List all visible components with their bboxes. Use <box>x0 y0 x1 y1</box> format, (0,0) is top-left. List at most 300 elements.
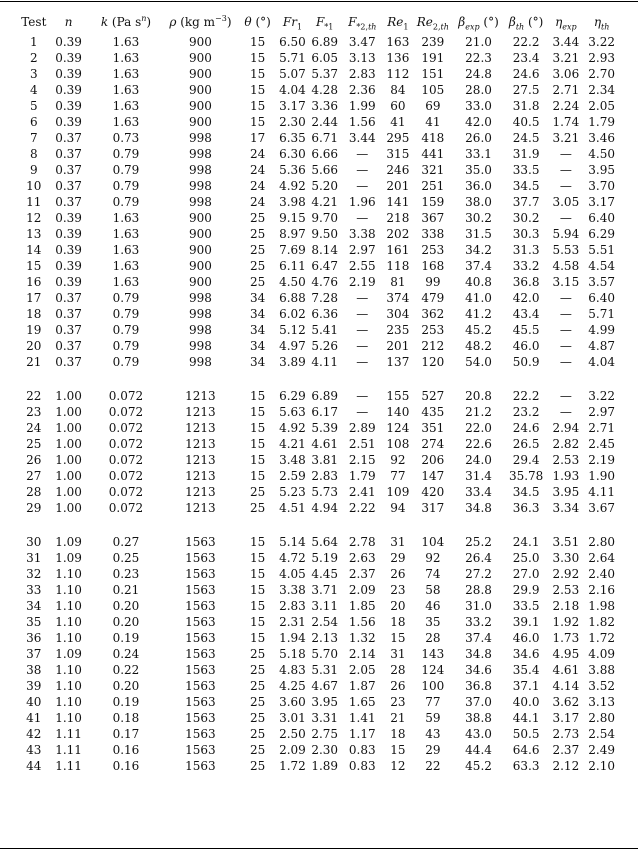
table-cell: 4.50 <box>588 147 615 161</box>
table-cell: 25 <box>249 211 266 225</box>
table-cell: 0.83 <box>348 743 376 757</box>
table-cell: 2.64 <box>588 551 615 565</box>
table-cell: 74 <box>425 567 441 581</box>
table-cell: 23 <box>390 695 406 709</box>
table-cell: 3.31 <box>311 711 339 725</box>
table-row <box>20 500 620 516</box>
table-cell: 2.73 <box>552 727 580 741</box>
table-cell: 4.92 <box>279 421 306 435</box>
table-cell: 246 <box>386 163 410 177</box>
table-cell: 6.30 <box>279 147 306 161</box>
table-cell: 0.072 <box>108 453 144 467</box>
table-cell: 155 <box>386 389 410 403</box>
table-cell: 998 <box>188 179 212 193</box>
table-cell: 4.04 <box>588 355 615 369</box>
table-cell: 4.21 <box>311 195 339 209</box>
table-cell: 22 <box>26 389 42 403</box>
table-cell: 3.44 <box>348 131 376 145</box>
table-cell: 6.05 <box>311 51 339 65</box>
table-cell: 48.2 <box>465 339 492 353</box>
table-cell: 0.39 <box>55 83 82 97</box>
table-cell: 42.0 <box>512 291 540 305</box>
table-cell: 900 <box>188 275 212 289</box>
table-cell: — <box>356 339 369 353</box>
table-cell: 1.41 <box>348 711 376 725</box>
table-cell: 2.53 <box>552 453 580 467</box>
table-cell: 4.76 <box>311 275 339 289</box>
table-cell: 45.2 <box>465 759 492 773</box>
table-cell: 5 <box>30 99 38 113</box>
table-cell: 4.95 <box>552 647 580 661</box>
table-cell: 58 <box>425 583 441 597</box>
table-cell: 108 <box>386 437 410 451</box>
table-cell: 1563 <box>185 615 216 629</box>
table-cell: 0.79 <box>112 163 140 177</box>
table-cell: 4.04 <box>279 83 306 97</box>
table-cell: 45.2 <box>465 323 492 337</box>
table-cell: 2.18 <box>552 599 580 613</box>
table-cell: 38.0 <box>465 195 492 209</box>
table-cell: 37.4 <box>465 259 492 273</box>
table-cell: 1.63 <box>112 67 140 81</box>
table-cell: 6.66 <box>311 147 339 161</box>
table-cell: 4.99 <box>588 323 615 337</box>
table-cell: 1563 <box>185 583 216 597</box>
table-cell: 1563 <box>185 663 216 677</box>
table-cell: — <box>356 291 369 305</box>
table-cell: 3.98 <box>279 195 306 209</box>
table-cell: 7.69 <box>279 243 306 257</box>
table-cell: 24.0 <box>465 453 492 467</box>
table-cell: 1.00 <box>55 405 82 419</box>
table-cell: 1563 <box>185 679 216 693</box>
table-row <box>20 114 620 130</box>
table-cell: 26.4 <box>465 551 492 565</box>
table-cell: 30.3 <box>512 227 540 241</box>
table-row <box>20 662 620 678</box>
table-cell: 31.0 <box>465 599 492 613</box>
header-fr1: $Fr_1$ <box>282 15 303 32</box>
table-cell: 0.19 <box>112 695 140 709</box>
table-cell: 1.09 <box>55 647 82 661</box>
table-cell: 15 <box>390 743 406 757</box>
table-cell: 1.11 <box>55 727 82 741</box>
table-cell: 44 <box>26 759 42 773</box>
table-cell: 1.63 <box>112 275 140 289</box>
table-cell: 24 <box>249 163 266 177</box>
table-cell: 4.61 <box>311 437 339 451</box>
table-row <box>20 484 620 500</box>
table-cell: 2.70 <box>588 67 615 81</box>
table-cell: 24.8 <box>465 67 492 81</box>
table-cell: 37.1 <box>512 679 540 693</box>
table-cell: 15 <box>249 453 266 467</box>
table-cell: 14 <box>26 243 42 257</box>
table-cell: 15 <box>249 35 266 49</box>
table-cell: 6.35 <box>279 131 306 145</box>
table-cell: 33.2 <box>512 259 540 273</box>
table-cell: 420 <box>421 485 445 499</box>
table-cell: 31.4 <box>465 469 492 483</box>
table-cell: 2.75 <box>311 727 339 741</box>
table-cell: 0.37 <box>55 339 82 353</box>
header-rho: ρ (kg $m^{-3}$) <box>169 14 232 29</box>
table-cell: 3.44 <box>552 35 580 49</box>
table-cell: 1.17 <box>348 727 376 741</box>
table-cell: 5.94 <box>552 227 580 241</box>
table-cell: 5.07 <box>279 67 306 81</box>
table-cell: 151 <box>421 67 445 81</box>
table-cell: 31.9 <box>512 147 540 161</box>
table-cell: 15 <box>249 421 266 435</box>
table-cell: 31 <box>26 551 42 565</box>
table-cell: 9.15 <box>279 211 306 225</box>
table-cell: 900 <box>188 51 212 65</box>
table-cell: 54.0 <box>465 355 492 369</box>
table-cell: 1.82 <box>588 615 615 629</box>
header-eta-exp: $\eta_{exp}$ <box>555 15 577 32</box>
table-cell: 2.30 <box>279 115 306 129</box>
table-row <box>20 598 620 614</box>
table-cell: 22.2 <box>512 35 540 49</box>
table-cell: 42.0 <box>465 115 492 129</box>
table-cell: 1.09 <box>55 551 82 565</box>
table-cell: 2.97 <box>588 405 615 419</box>
table-cell: 59 <box>425 711 441 725</box>
table-cell: 21.2 <box>465 405 492 419</box>
table-cell: 4.92 <box>279 179 306 193</box>
table-cell: 2.15 <box>348 453 376 467</box>
table-row <box>20 354 620 370</box>
table-cell: 35.0 <box>465 163 492 177</box>
table-cell: 0.18 <box>112 711 140 725</box>
table-header <box>20 14 620 34</box>
table-cell: 0.37 <box>55 195 82 209</box>
table-cell: 104 <box>421 535 445 549</box>
table-cell: 1.63 <box>112 51 140 65</box>
table-cell: 15 <box>249 83 266 97</box>
table-cell: 3.22 <box>588 389 615 403</box>
table-cell: 1.89 <box>311 759 339 773</box>
table-row <box>20 306 620 322</box>
table-cell: 25 <box>249 485 266 499</box>
table-cell: 24.5 <box>512 131 540 145</box>
table-cell: 29.9 <box>512 583 540 597</box>
table-cell: — <box>559 389 572 403</box>
table-cell: 3.67 <box>588 501 615 515</box>
table-cell: 5.36 <box>279 163 306 177</box>
table-cell: 0.16 <box>112 759 140 773</box>
table-cell: 1.96 <box>348 195 376 209</box>
table-cell: 0.23 <box>112 567 140 581</box>
header-re1: $Re_1$ <box>387 15 409 32</box>
table-cell: 2.51 <box>348 437 376 451</box>
table-cell: 28.0 <box>465 83 492 97</box>
table-cell: 6.89 <box>311 389 339 403</box>
table-cell: 1213 <box>185 453 216 467</box>
table-row <box>20 726 620 742</box>
table-cell: 4.94 <box>311 501 339 515</box>
table-row <box>20 34 620 50</box>
table-cell: 201 <box>386 179 410 193</box>
table-row <box>20 630 620 646</box>
table-cell: 2.41 <box>348 485 376 499</box>
table-cell: 6.36 <box>311 307 339 321</box>
table-cell: 1213 <box>185 437 216 451</box>
table-cell: 1.92 <box>552 615 580 629</box>
table-cell: 5.23 <box>279 485 306 499</box>
table-cell: 21.0 <box>465 35 492 49</box>
table-cell: 29 <box>425 743 441 757</box>
table-cell: 1563 <box>185 759 216 773</box>
table-cell: 100 <box>421 679 445 693</box>
table-cell: 3.48 <box>279 453 306 467</box>
table-cell: 28 <box>26 485 42 499</box>
table-cell: 6.89 <box>311 35 339 49</box>
table-cell: 0.072 <box>108 437 144 451</box>
table-cell: 202 <box>386 227 410 241</box>
table-cell: 168 <box>421 259 445 273</box>
table-cell: 0.39 <box>55 115 82 129</box>
header-f-star-2-th: $F_{*2,th}$ <box>348 15 377 32</box>
table-cell: 3.13 <box>588 695 615 709</box>
table-cell: 6.40 <box>588 211 615 225</box>
table-cell: — <box>356 211 369 225</box>
table-cell: 0.79 <box>112 179 140 193</box>
table-cell: 0.79 <box>112 355 140 369</box>
table-cell: 4.05 <box>279 567 306 581</box>
table-cell: 15 <box>249 99 266 113</box>
table-cell: 1563 <box>185 695 216 709</box>
table-cell: 4.11 <box>588 485 615 499</box>
table-cell: — <box>559 163 572 177</box>
table-cell: 43.4 <box>512 307 540 321</box>
table-cell: 3.21 <box>552 51 580 65</box>
table-cell: 1 <box>30 35 38 49</box>
table-row <box>20 710 620 726</box>
table-cell: 3.81 <box>311 453 339 467</box>
table-cell: — <box>356 163 369 177</box>
table-cell: 0.79 <box>112 307 140 321</box>
table-cell: 28.8 <box>465 583 492 597</box>
table-cell: 63.3 <box>512 759 540 773</box>
table-cell: — <box>356 323 369 337</box>
table-cell: 0.072 <box>108 469 144 483</box>
table-cell: 43.0 <box>465 727 492 741</box>
table-cell: 1563 <box>185 567 216 581</box>
table-row <box>20 146 620 162</box>
table-cell: 12 <box>390 759 406 773</box>
table-cell: 1.63 <box>112 115 140 129</box>
table-cell: 0.39 <box>55 67 82 81</box>
table-cell: 304 <box>386 307 410 321</box>
table-cell: 94 <box>390 501 406 515</box>
table-cell: — <box>559 405 572 419</box>
table-cell: 5.53 <box>552 243 580 257</box>
table-cell: 141 <box>386 195 410 209</box>
table-cell: 3.95 <box>311 695 339 709</box>
table-cell: 40.0 <box>512 695 540 709</box>
table-cell: 15 <box>26 259 42 273</box>
table-cell: 3.88 <box>588 663 615 677</box>
table-cell: 105 <box>421 83 445 97</box>
table-cell: 34.8 <box>465 647 492 661</box>
table-cell: — <box>356 405 369 419</box>
table-cell: 2.50 <box>279 727 306 741</box>
table-cell: 0.39 <box>55 51 82 65</box>
table-row <box>20 534 620 550</box>
table-cell: 12 <box>26 211 42 225</box>
table-cell: 3.51 <box>552 535 580 549</box>
table-cell: 50.9 <box>512 355 540 369</box>
table-cell: 81 <box>390 275 406 289</box>
table-cell: 2.44 <box>311 115 339 129</box>
table-cell: 15 <box>249 551 266 565</box>
table-row <box>20 678 620 694</box>
table-cell: 7 <box>30 131 38 145</box>
table-cell: 26.5 <box>512 437 540 451</box>
table-cell: 0.79 <box>112 323 140 337</box>
table-cell: 0.37 <box>55 147 82 161</box>
table-cell: 1213 <box>185 405 216 419</box>
table-body <box>20 34 620 774</box>
table-cell: 6.71 <box>311 131 339 145</box>
table-cell: 37.7 <box>512 195 540 209</box>
table-cell: 6.17 <box>311 405 339 419</box>
table-cell: 3.17 <box>279 99 306 113</box>
table-cell: 15 <box>249 469 266 483</box>
table-cell: 900 <box>188 259 212 273</box>
table-cell: 4.45 <box>311 567 339 581</box>
table-cell: 0.37 <box>55 307 82 321</box>
table-cell: 39 <box>26 679 42 693</box>
table-row <box>20 566 620 582</box>
table-cell: 24.1 <box>512 535 540 549</box>
table-cell: — <box>356 389 369 403</box>
table-cell: 3.34 <box>552 501 580 515</box>
table-cell: 3.21 <box>552 131 580 145</box>
table-cell: 6.50 <box>279 35 306 49</box>
table-cell: 34 <box>249 291 266 305</box>
table-cell: 64.6 <box>512 743 540 757</box>
table-cell: 1.94 <box>279 631 306 645</box>
table-cell: 4.97 <box>279 339 306 353</box>
table-cell: 0.16 <box>112 743 140 757</box>
table-cell: 3.15 <box>552 275 580 289</box>
table-cell: 3.62 <box>552 695 580 709</box>
table-cell: 5.64 <box>311 535 339 549</box>
table-cell: 0.21 <box>112 583 140 597</box>
table-cell: 4.61 <box>552 663 580 677</box>
table-cell: 4.14 <box>552 679 580 693</box>
table-cell: 1.63 <box>112 227 140 241</box>
table-row <box>20 194 620 210</box>
table-cell: 418 <box>421 131 445 145</box>
table-cell: 20.8 <box>465 389 492 403</box>
table-cell: — <box>559 147 572 161</box>
table-cell: 25 <box>249 501 266 515</box>
table-cell: 3.57 <box>588 275 615 289</box>
table-cell: 0.39 <box>55 211 82 225</box>
table-row <box>20 226 620 242</box>
table-cell: 0.39 <box>55 99 82 113</box>
header-beta-exp: $\beta_{exp}$ (°) <box>458 15 499 32</box>
header-f-star-1: $F_{*1}$ <box>315 15 334 32</box>
table-cell: 15 <box>249 631 266 645</box>
table-cell: 7.28 <box>311 291 339 305</box>
table-cell: 34.5 <box>512 485 540 499</box>
table-cell: 34 <box>249 323 266 337</box>
table-cell: 900 <box>188 211 212 225</box>
table-cell: 26 <box>390 567 406 581</box>
table-cell: 1563 <box>185 647 216 661</box>
table-cell: 35 <box>26 615 42 629</box>
table-cell: 25 <box>249 743 266 757</box>
table-cell: 1.00 <box>55 389 82 403</box>
table-cell: 1563 <box>185 727 216 741</box>
table-cell: 2.45 <box>588 437 615 451</box>
table-cell: 15 <box>249 115 266 129</box>
table-cell: — <box>559 179 572 193</box>
table-cell: 0.39 <box>55 227 82 241</box>
table-cell: 34 <box>249 307 266 321</box>
table-cell: 3.70 <box>588 179 615 193</box>
table-cell: 900 <box>188 67 212 81</box>
table-row <box>20 646 620 662</box>
header-k: k (Pa $s^n$) <box>100 14 152 29</box>
table-cell: 1.10 <box>55 711 82 725</box>
table-cell: 15 <box>249 535 266 549</box>
table-cell: 27.5 <box>512 83 540 97</box>
table-cell: 84 <box>390 83 406 97</box>
table-cell: 338 <box>421 227 445 241</box>
table-cell: 900 <box>188 115 212 129</box>
table-cell: 0.072 <box>108 421 144 435</box>
table-cell: 15 <box>249 67 266 81</box>
table-cell: 3.89 <box>279 355 306 369</box>
table-cell: 42 <box>26 727 42 741</box>
table-cell: 0.24 <box>112 647 140 661</box>
table-cell: 1.73 <box>552 631 580 645</box>
table-row <box>20 290 620 306</box>
table-cell: 367 <box>421 211 445 225</box>
table-cell: 34.2 <box>465 243 492 257</box>
table-row <box>20 210 620 226</box>
table-cell: 0.39 <box>55 275 82 289</box>
table-cell: — <box>559 323 572 337</box>
table-cell: 1.56 <box>348 115 376 129</box>
table-cell: — <box>559 211 572 225</box>
table-cell: 998 <box>188 339 212 353</box>
table-cell: 9 <box>30 163 38 177</box>
table-cell: 900 <box>188 243 212 257</box>
table-cell: 33.5 <box>512 599 540 613</box>
table-cell: 1.11 <box>55 759 82 773</box>
table-cell: 77 <box>425 695 441 709</box>
table-cell: 1563 <box>185 551 216 565</box>
table-cell: 92 <box>390 453 406 467</box>
table-cell: 1.79 <box>588 115 615 129</box>
table-cell: 351 <box>421 421 445 435</box>
table-cell: 23.2 <box>512 405 540 419</box>
table-cell: 92 <box>425 551 441 565</box>
table-cell: 3.46 <box>588 131 615 145</box>
table-cell: 37 <box>26 647 42 661</box>
table-cell: 0.20 <box>112 679 140 693</box>
table-cell: 998 <box>188 291 212 305</box>
table-cell: 1.56 <box>348 615 376 629</box>
table-cell: 1563 <box>185 599 216 613</box>
